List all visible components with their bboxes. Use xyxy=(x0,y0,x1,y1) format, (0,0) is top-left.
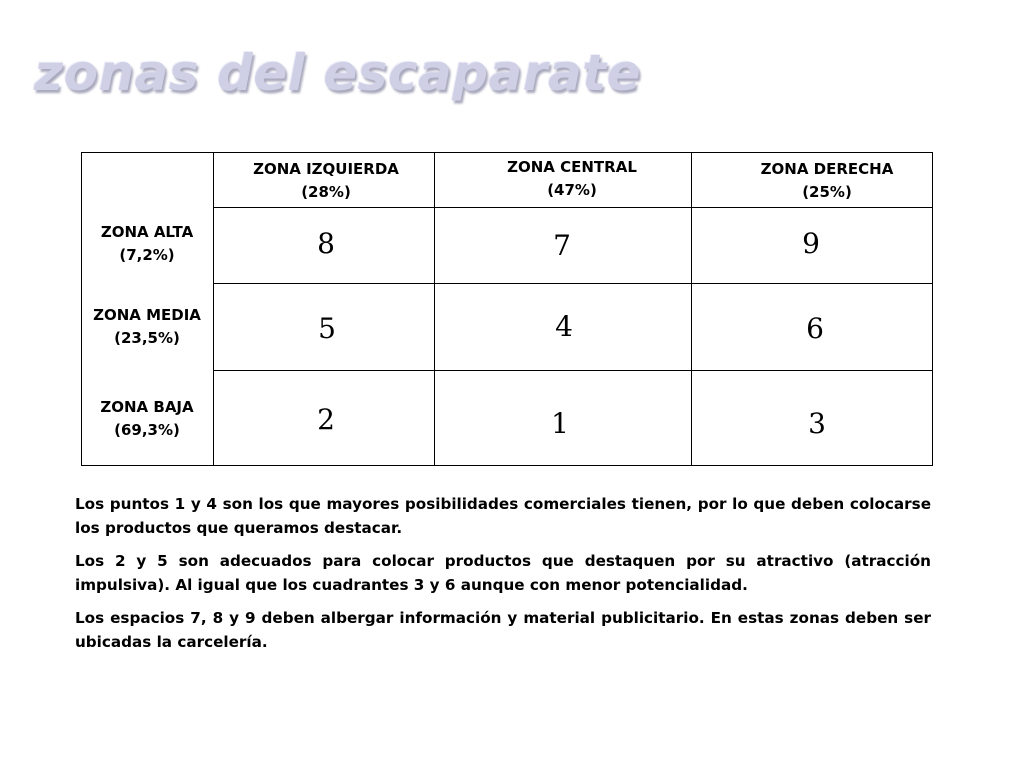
column-header-name: ZONA IZQUIERDA xyxy=(253,160,399,178)
cell-alta-central: 7 xyxy=(553,229,571,262)
table-border-right xyxy=(932,152,933,466)
cell-baja-derecha: 3 xyxy=(808,407,826,440)
column-header-name: ZONA CENTRAL xyxy=(507,158,637,176)
page-title: zonas del escaparate xyxy=(34,44,641,102)
row-header-pct: (7,2%) xyxy=(119,246,175,264)
explanation-notes xyxy=(75,492,931,663)
table-border-bottom xyxy=(81,465,933,466)
row-header-name: ZONA MEDIA xyxy=(93,306,201,324)
cell-alta-izquierda: 8 xyxy=(317,227,335,260)
column-header-pct: (28%) xyxy=(301,183,351,201)
note-paragraph: Los puntos 1 y 4 son los que mayores posibilidades comerciales tienen, por lo que deben colocarse los productos que queramos destacar. xyxy=(75,495,931,537)
column-header-pct: (25%) xyxy=(802,183,852,201)
note-paragraph: Los 2 y 5 son adecuados para colocar productos que destaquen por su atractivo (atracción impulsiva). Al igual que los cuadrantes 3 y 6 aunque con menor potencialidad. xyxy=(75,552,931,594)
row-header-name: ZONA ALTA xyxy=(100,223,194,241)
cell-baja-central: 1 xyxy=(551,407,569,440)
note-paragraph: Los espacios 7, 8 y 9 deben albergar información y material publicitario. En estas zonas deben ser ubicadas la carcelería. xyxy=(75,609,931,651)
column-header-derecha xyxy=(727,158,927,204)
cell-media-derecha: 6 xyxy=(806,312,824,345)
table-col-divider-3 xyxy=(691,152,692,466)
row-header-pct: (23,5%) xyxy=(114,329,180,347)
cell-media-central: 4 xyxy=(555,310,573,343)
table-border-top xyxy=(81,152,933,153)
column-header-name: ZONA DERECHA xyxy=(760,160,894,178)
column-header-izquierda xyxy=(226,158,426,204)
row-header-pct: (69,3%) xyxy=(114,421,180,439)
cell-alta-derecha: 9 xyxy=(802,227,820,260)
column-header-central xyxy=(472,156,672,202)
table-row-divider-2 xyxy=(213,370,933,371)
table-row-divider-1 xyxy=(213,283,933,284)
row-header-media xyxy=(82,304,212,350)
cell-baja-izquierda: 2 xyxy=(317,403,335,436)
row-header-name: ZONA BAJA xyxy=(100,398,194,416)
table-header-divider xyxy=(213,207,933,208)
row-header-alta xyxy=(82,221,212,267)
row-header-baja xyxy=(82,396,212,442)
table-col-divider-2 xyxy=(434,152,435,466)
table-col-divider-1 xyxy=(213,152,214,466)
cell-media-izquierda: 5 xyxy=(318,312,336,345)
column-header-pct: (47%) xyxy=(547,181,597,199)
